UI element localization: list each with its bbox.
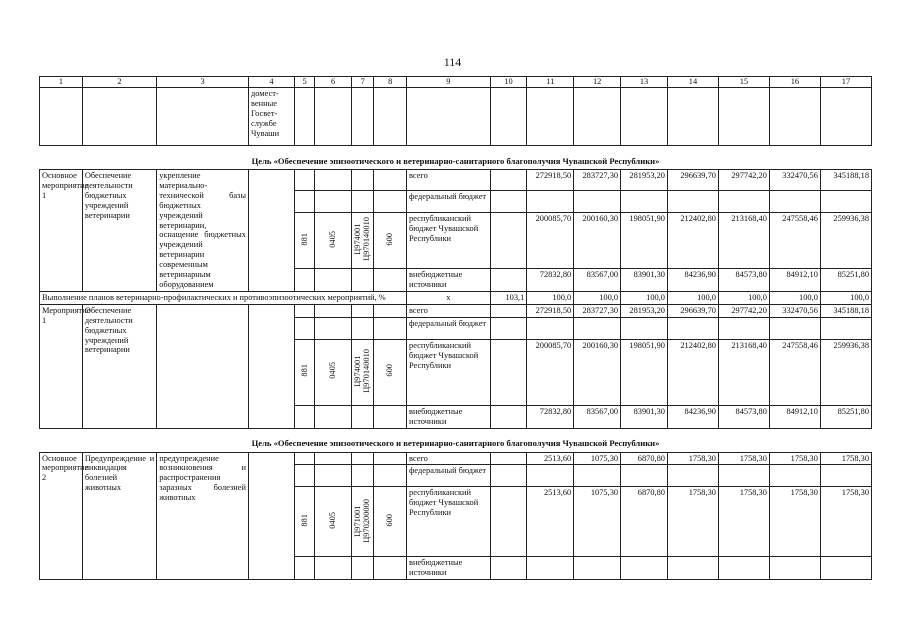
table-cell: 281953,20 [621,170,668,191]
table-cell: 297742,20 [718,304,769,317]
table-cell: 83901,30 [621,405,668,428]
responsible-executor-cell: домест- венные Госвет- службе Чуваши [248,88,294,146]
column-number: 2 [82,77,156,88]
table-cell: 272918,50 [527,304,574,317]
table-cell: 332470,56 [769,170,820,191]
table-row [40,170,872,191]
table-cell: 1758,30 [718,452,769,465]
continuation-row [40,88,872,146]
column-number: 11 [527,77,574,88]
table-cell: 100,0 [527,291,574,304]
activity-name-cell: Предупреждение и ликвидация болезней животных [82,452,156,580]
table-cell: x [407,291,491,304]
table-cell: 283727,30 [574,304,621,317]
table-cell: 84573,80 [718,405,769,428]
funding-source-label: всего [407,452,491,465]
table-cell: 84236,90 [667,269,718,292]
activity-name-cell: Обеспечение деятельности бюджетных учреждений ветеринарии [82,170,156,292]
table-cell: 283727,30 [574,170,621,191]
funding-source-label: федеральный бюджет [407,191,491,213]
table-cell: 1758,30 [820,452,871,465]
table-cell: 1075,30 [574,487,621,557]
column-number: 7 [351,77,373,88]
funding-source-label: внебюджетные источники [407,405,491,428]
table-cell: 212402,80 [667,339,718,405]
table-cell: 1075,30 [574,452,621,465]
funding-source-label: внебюджетные источники [407,557,491,580]
funding-source-label: республиканский бюджет Чувашской Республики [407,213,491,269]
table-cell: 2513,60 [527,452,574,465]
table-cell: 200160,30 [574,213,621,269]
table-cell: 1758,30 [769,487,820,557]
table-cell: 345188,18 [820,304,871,317]
table-cell: 1758,30 [718,487,769,557]
table-cell: 84573,80 [718,269,769,292]
activity-name-cell: Обеспечение деятельности бюджетных учреждений ветеринарии [82,304,156,428]
column-number: 4 [248,77,294,88]
activity-goal-cell: укрепление материально-технической базы бюджетных учреждений ветеринарии, оснащение бюджетных учреждений ветеринарии современным ветеринарным оборудованием [157,170,249,292]
table-cell: 83901,30 [621,269,668,292]
table-cell: 72832,80 [527,269,574,292]
table-cell: 1758,30 [667,487,718,557]
table-cell: 0405 [315,339,352,405]
table-cell: 332470,56 [769,304,820,317]
goal-row [40,146,872,170]
table-cell: 259936,38 [820,339,871,405]
column-number: 3 [157,77,249,88]
table-cell: 881 [294,213,314,269]
table-cell: 600 [374,487,407,557]
table-cell: 6870,80 [621,487,668,557]
table-cell: 1758,30 [820,487,871,557]
column-number: 1 [40,77,83,88]
activity-type-cell: Основное мероприятие 1 [40,170,83,292]
column-number: 8 [374,77,407,88]
table-cell: 200160,30 [574,339,621,405]
indicator-row [40,291,872,304]
column-number: 10 [490,77,527,88]
column-number: 12 [574,77,621,88]
table-cell: 281953,20 [621,304,668,317]
table-cell: 272918,50 [527,170,574,191]
table-cell: 85251,80 [820,405,871,428]
table-cell: 2513,60 [527,487,574,557]
table-cell: 296639,70 [667,170,718,191]
column-number-row [40,77,872,88]
table-cell: 1758,30 [667,452,718,465]
table-row [40,304,872,317]
column-number: 17 [820,77,871,88]
goal-title: Цель «Обеспечение эпизоотического и ветеринарно-санитарного благополучия Чувашской Республики» [40,428,872,452]
table-cell: 881 [294,339,314,405]
activity-type-cell: Основное мероприятие 2 [40,452,83,580]
table-cell: 212402,80 [667,213,718,269]
table-cell: 297742,20 [718,170,769,191]
goal-row [40,428,872,452]
table-cell: 100,0 [621,291,668,304]
funding-source-label: федеральный бюджет [407,465,491,487]
funding-source-label: федеральный бюджет [407,317,491,339]
funding-source-label: всего [407,170,491,191]
table-cell: 84236,90 [667,405,718,428]
page-number: 114 [443,55,462,69]
table-cell: 100,0 [718,291,769,304]
table-cell: 0405 [315,213,352,269]
table-cell: 200085,70 [527,213,574,269]
table-cell: 200085,70 [527,339,574,405]
program-table [39,76,872,580]
indicator-text: Выполнение планов ветеринарно-профилактических и противоэпизоотических мероприятий, % [40,291,407,304]
funding-source-label: внебюджетные источники [407,269,491,292]
table-cell: 259936,38 [820,213,871,269]
table-cell: Ц974001 Ц970140010 [351,213,373,269]
table-cell: 296639,70 [667,304,718,317]
table-cell: 198051,90 [621,339,668,405]
table-cell: 84912,10 [769,405,820,428]
column-number: 14 [667,77,718,88]
table-cell: 213168,40 [718,213,769,269]
table-cell: 1758,30 [769,452,820,465]
table-cell: 83567,00 [574,405,621,428]
funding-source-label: республиканский бюджет Чувашской Республики [407,339,491,405]
table-cell: 881 [294,487,314,557]
table-cell: 247558,46 [769,213,820,269]
table-cell: 85251,80 [820,269,871,292]
funding-source-label: всего [407,304,491,317]
table-cell: 84912,10 [769,269,820,292]
column-number: 9 [407,77,491,88]
table-cell: 247558,46 [769,339,820,405]
table-cell: 100,0 [667,291,718,304]
table-cell: 600 [374,213,407,269]
table-cell: Ц974001 Ц970140010 [351,339,373,405]
column-number: 6 [315,77,352,88]
funding-source-label: республиканский бюджет Чувашской Республики [407,487,491,557]
table-cell: 100,0 [820,291,871,304]
activity-type-cell: Мероприятие 1 [40,304,83,428]
table-cell: 213168,40 [718,339,769,405]
column-number: 16 [769,77,820,88]
table-cell: 83567,00 [574,269,621,292]
table-cell: Ц971001 Ц970200000 [351,487,373,557]
table-cell: 345188,18 [820,170,871,191]
column-number: 15 [718,77,769,88]
activity-goal-cell: предупреждение возникновения и распространения заразных болезней животных [157,452,249,580]
table-cell: 72832,80 [527,405,574,428]
table-cell: 100,0 [769,291,820,304]
column-number: 5 [294,77,314,88]
table-cell: 103,1 [490,291,527,304]
table-row [40,452,872,465]
table-cell: 600 [374,339,407,405]
table-cell: 0405 [315,487,352,557]
goal-title: Цель «Обеспечение эпизоотического и ветеринарно-санитарного благополучия Чувашской Республики» [40,146,872,170]
table-cell: 198051,90 [621,213,668,269]
table-cell: 6870,80 [621,452,668,465]
table-cell: 100,0 [574,291,621,304]
column-number: 13 [621,77,668,88]
